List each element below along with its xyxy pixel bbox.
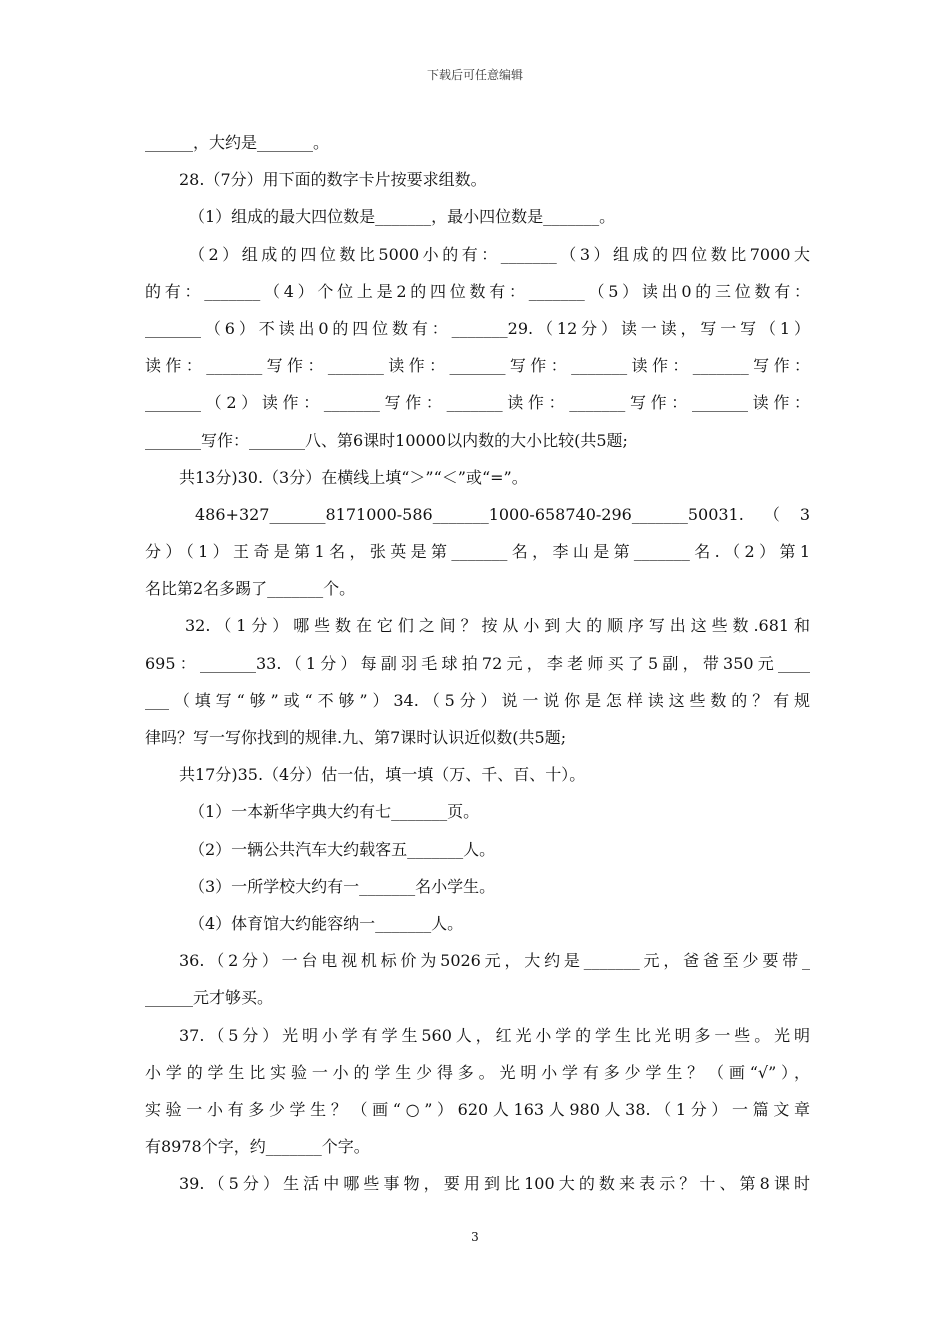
text-line: 小学的学生比实验一小的学生少得多。光明小学有多少学生？（画“√”），	[145, 1062, 810, 1082]
text-line: 37.（5分）光明小学有学生560人，红光小学的学生比光明多一些。光明	[179, 1025, 810, 1045]
text-line: 律吗？写一写你找到的规律.九、第7课时认识近似数(共5题;	[145, 728, 567, 747]
text-line: 实验一小有多少学生？（画“○”）620人163人980人38.（1分）一篇文章	[145, 1099, 810, 1119]
text-line: _______（2）读作：_______写作：_______读作：_______写作：_______读作：	[145, 393, 810, 413]
text-line: 695：_______33.（1分）每副羽毛球拍72元，李老师买了5副，带350元____	[145, 653, 810, 673]
text-line: 共13分)30.（3分）在横线上填“＞”“＜”或“=”。	[179, 467, 528, 487]
text-line: 32.（1分）哪些数在它们之间？按从小到大的顺序写出这些数.681和	[185, 616, 810, 636]
text-line: 读作：_______写作：_______读作：_______写作：_______读作：_______写作：	[145, 356, 810, 376]
text-line: 486+327_______8171000-586_______1000-658740-296_______50031.（3	[195, 504, 810, 524]
text-line: ______，大约是_______。	[145, 133, 330, 152]
text-line: _______（6）不读出0的四位数有：_______29.（12分）读一读，写一写（1）	[145, 318, 810, 338]
text-line: 共17分)35.（4分）估一估，填一填（万、千、百、十）。	[179, 765, 586, 785]
text-line: 名比第2名多踢了_______个。	[145, 579, 356, 599]
page-number: 3	[471, 1230, 479, 1244]
text-line: （2）一辆公共汽车大约载客五_______人。	[189, 839, 496, 859]
document-body	[145, 124, 810, 1202]
text-line: （2）组成的四位数比5000小的有：_______（3）组成的四位数比7000大	[189, 244, 810, 264]
text-line: 的有：_______（4）个位上是2的四位数有：_______（5）读出0的三位数有：	[145, 281, 810, 301]
text-line: 36.（2分）一台电视机标价为5026元，大约是_______元，爸爸至少要带_	[179, 951, 810, 971]
text-line: （3）一所学校大约有一_______名小学生。	[189, 876, 496, 896]
text-line: 39.（5分）生活中哪些事物，要用到比100大的数来表示？十、第8课时	[179, 1174, 810, 1194]
text-line: ___（填写“够”或“不够”）34.（5分）说一说你是怎样读这些数的？有规	[145, 690, 810, 710]
text-line: （1）组成的最大四位数是_______，最小四位数是_______。	[189, 207, 616, 227]
text-line: （4）体育馆大约能容纳一_______人。	[189, 913, 464, 933]
text-line: （1）一本新华字典大约有七_______页。	[189, 802, 480, 822]
text-line: 28.（7分）用下面的数字卡片按要求组数。	[179, 170, 487, 190]
text-line: 有8978个字，约_______个字。	[145, 1137, 370, 1157]
page-header: 下载后可任意编辑	[426, 68, 523, 82]
text-line: _______写作：_______八、第6课时10000以内数的大小比较(共5题;	[145, 430, 628, 450]
text-line: ______元才够买。	[145, 988, 274, 1008]
text-line: 分）（1）王奇是第1名，张英是第_______名，李山是第_______名.（2）第1	[145, 542, 810, 562]
